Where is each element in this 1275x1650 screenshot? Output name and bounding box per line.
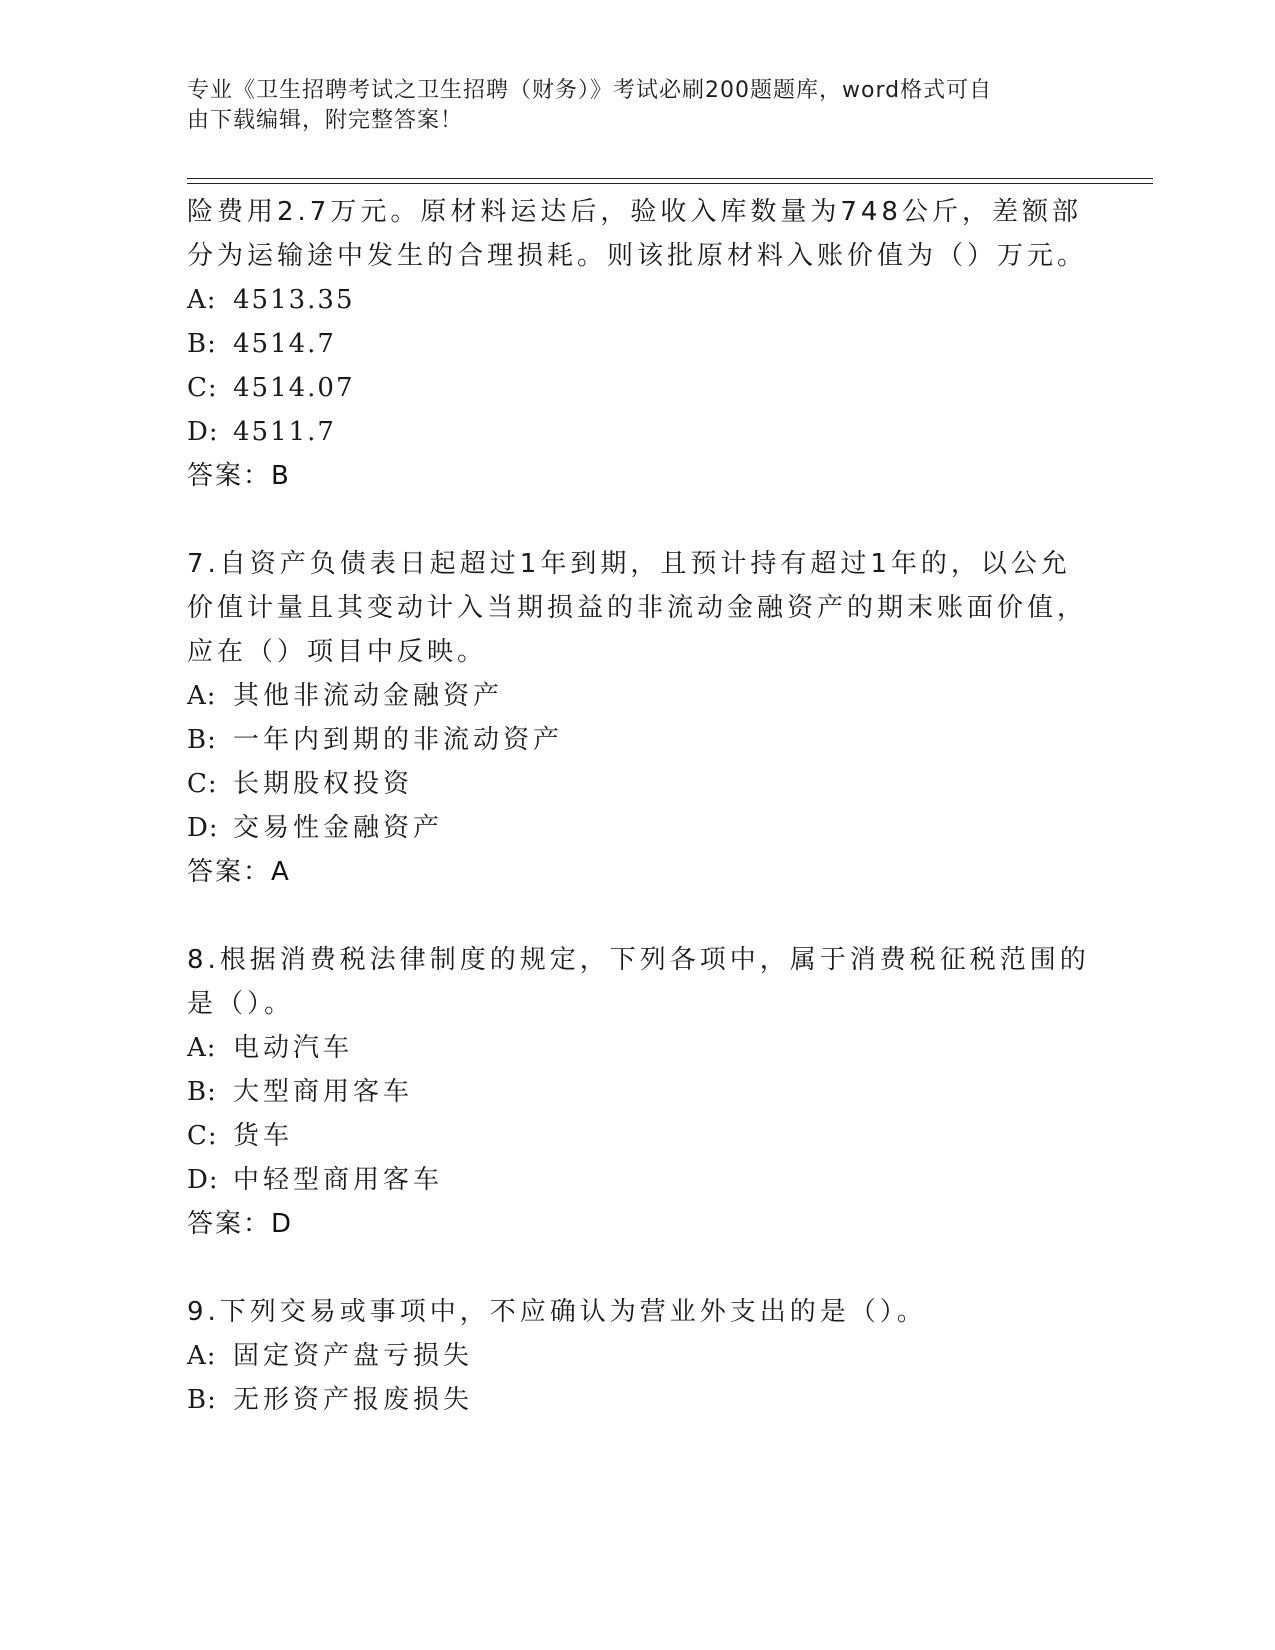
option-key: B:: [187, 1385, 217, 1415]
question-7-text-line-2: 价值计量且其变动计入当期损益的非流动金融资产的期末账面价值，: [187, 593, 1088, 623]
document-header: [187, 76, 1087, 136]
option-key: B:: [187, 1077, 217, 1107]
option-key: C:: [187, 769, 218, 799]
option-text: 4514.7: [233, 329, 336, 359]
question-6-option-a: [187, 278, 1087, 322]
option-key: D:: [187, 417, 219, 447]
answer-value: A: [271, 857, 289, 887]
question-6-text-line-1: 险费用2.7万元。原材料运达后，验收入库数量为748公斤，差额部: [187, 197, 1082, 227]
answer-value: D: [271, 1209, 292, 1239]
question-7-option-a: [187, 674, 1087, 718]
question-6-option-c: [187, 366, 1087, 410]
option-key: D:: [187, 1165, 219, 1195]
option-text: 无形资产报废损失: [233, 1385, 474, 1415]
option-text: 一年内到期的非流动资产: [233, 725, 564, 755]
question-7-option-b: [187, 718, 1087, 762]
header-title-line-2: 由下载编辑，附完整答案！: [187, 108, 464, 133]
question-7-text-line-3: 应在（）项目中反映。: [187, 637, 488, 667]
answer-label: 答案：: [187, 461, 272, 491]
question-8-option-b: [187, 1070, 1087, 1114]
question-8: [187, 938, 1090, 1246]
option-key: A:: [187, 1033, 217, 1063]
option-key: A:: [187, 1341, 217, 1371]
option-key: D:: [187, 813, 219, 843]
question-9-option-a: [187, 1334, 1087, 1378]
question-6-answer: [187, 454, 1087, 498]
question-6-option-b: [187, 322, 1087, 366]
option-text: 长期股权投资: [233, 769, 414, 799]
question-7-option-d: [187, 806, 1087, 850]
option-text: 4513.35: [233, 285, 355, 315]
question-7-option-c: [187, 762, 1087, 806]
question-7: [187, 542, 1087, 894]
spacer: [187, 1246, 1087, 1290]
option-key: C:: [187, 1121, 218, 1151]
question-9: [187, 1290, 1087, 1422]
option-text: 交易性金融资产: [233, 813, 444, 843]
question-8-option-c: [187, 1114, 1087, 1158]
option-text: 其他非流动金融资产: [233, 681, 504, 711]
question-6-option-d: [187, 410, 1087, 454]
answer-label: 答案：: [187, 857, 272, 887]
question-8-answer: [187, 1202, 1087, 1246]
spacer: [187, 498, 1087, 542]
option-text: 4511.7: [233, 417, 336, 447]
option-text: 电动汽车: [233, 1033, 354, 1063]
question-6: [187, 190, 1087, 498]
question-8-text-line-2: 是（）。: [187, 989, 295, 1019]
option-text: 固定资产盘亏损失: [233, 1341, 474, 1371]
question-8-text-line-1: 8.根据消费税法律制度的规定，下列各项中，属于消费税征税范围的: [187, 945, 1090, 975]
spacer: [187, 894, 1087, 938]
answer-label: 答案：: [187, 1209, 272, 1239]
question-9-option-b: [187, 1378, 1087, 1422]
option-key: C:: [187, 373, 218, 403]
document-body: [187, 190, 1090, 1422]
header-divider: [187, 178, 1153, 184]
question-8-option-d: [187, 1158, 1087, 1202]
question-7-answer: [187, 850, 1087, 894]
header-title-line-1: 专业《卫生招聘考试之卫生招聘（财务）》考试必刷200题题库，word格式可自: [187, 78, 993, 103]
option-text: 4514.07: [233, 373, 355, 403]
question-8-option-a: [187, 1026, 1087, 1070]
question-7-text-line-1: 7.自资产负债表日起超过1年到期，且预计持有超过1年的，以公允: [187, 549, 1071, 579]
option-text: 货车: [233, 1121, 294, 1151]
option-key: B:: [187, 329, 217, 359]
option-text: 中轻型商用客车: [233, 1165, 444, 1195]
answer-value: B: [271, 461, 289, 491]
question-6-text-line-2: 分为运输途中发生的合理损耗。则该批原材料入账价值为（）万元。: [187, 241, 1088, 271]
option-key: A:: [187, 285, 217, 315]
option-text: 大型商用客车: [233, 1077, 414, 1107]
option-key: A:: [187, 681, 217, 711]
question-9-text-line-1: 9.下列交易或事项中，不应确认为营业外支出的是（）。: [187, 1297, 927, 1327]
option-key: B:: [187, 725, 217, 755]
